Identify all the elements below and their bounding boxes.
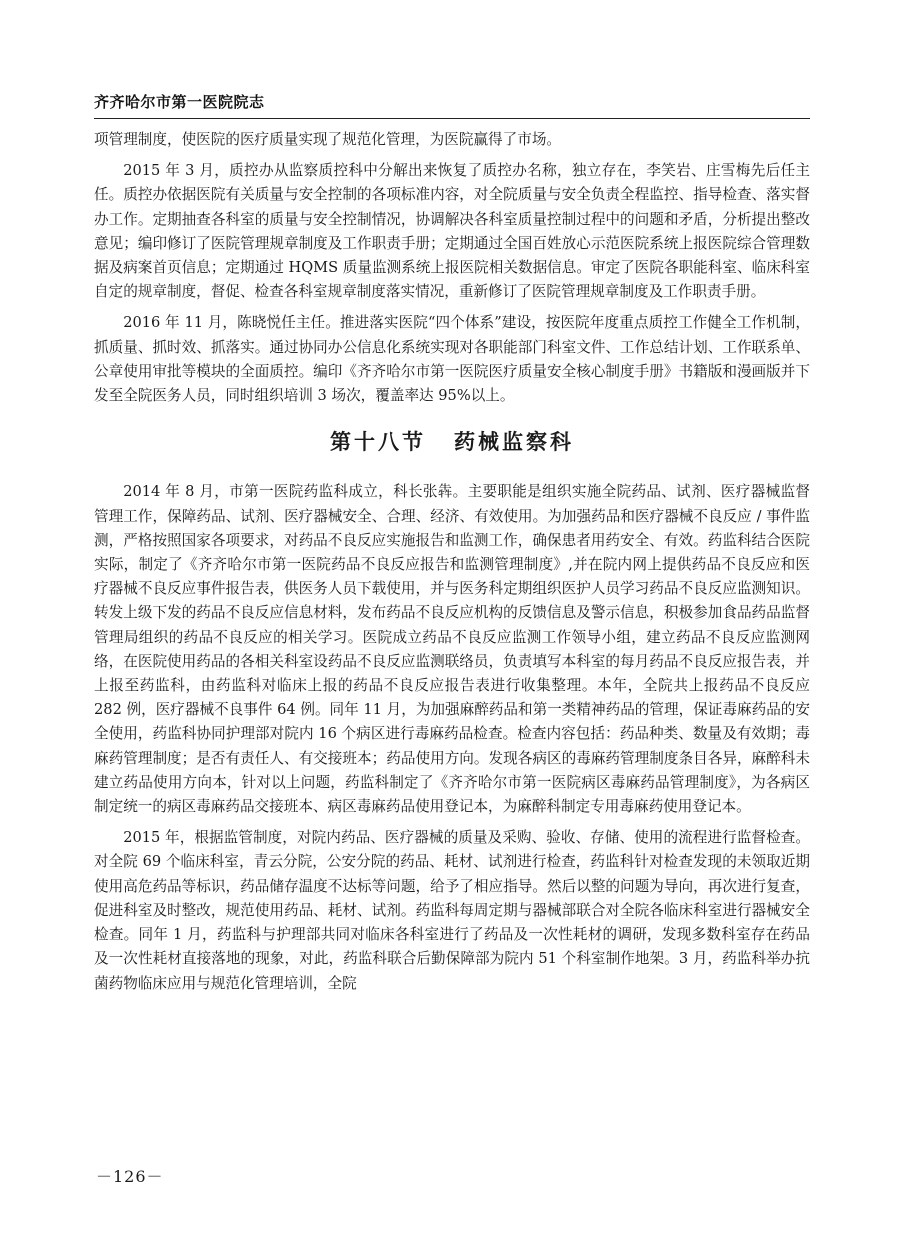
- running-header: [94, 91, 810, 119]
- header-title: 齐齐哈尔市第一医院院志: [94, 93, 265, 111]
- paragraph: 2014 年 8 月，市第一医院药监科成立，科长张犇。主要职能是组织实施全院药品、试剂、医疗器械监督管理工作，保障药品、试剂、医疗器械安全、合理、经济、有效使用。为加强药品和医疗器械不良反应 / 事件监测，严格按照国家各项要求，对药品不良反应实施报告和监测工作，确保患者用药安全、有效。药监科结合医院实际，制定了《齐齐哈尔市第一医院药品不良反应报告和监测管理制度》,并在院内网上提供药品不良反应和医疗器械不良反应事件报告表，供医务人员下载使用，并与医务科定期组织医护人员学习药品不良反应监测知识。转发上级下发的药品不良反应信息材料，发布药品不良反应机构的反馈信息及警示信息，积极参加食品药品监督管理局组织的药品不良反应的相关学习。医院成立药品不良反应监测工作领导小组，建立药品不良反应监测网络，在医院使用药品的各相关科室设药品不良反应监测联络员，负责填写本科室的每月药品不良反应报告表，并上报至药监科，由药监科对临床上报的药品不良反应报告表进行收集整理。本年，全院共上报药品不良反应 282 例，医疗器械不良事件 64 例。同年 11 月，为加强麻醉药品和第一类精神药品的管理，保证毒麻药品的安全使用，药监科协同护理部对院内 16 个病区进行毒麻药品检查。检查内容包括：药品种类、数量及有效期；毒麻药管理制度；是否有责任人、有交接班本；药品使用方向。发现各病区的毒麻药管理制度条目各异，麻醉科未建立药品使用方向本，针对以上问题，药监科制定了《齐齐哈尔市第一医院病区毒麻药品管理制度》，为各病区制定统一的病区毒麻药品交接班本、病区毒麻药品使用登记本，为麻醉科制定专用毒麻药使用登记本。: [94, 483, 810, 816]
- section-name: 药械监察科: [454, 430, 574, 455]
- paragraph: 2015 年，根据监管制度，对院内药品、医疗器械的质量及采购、验收、存储、使用的流程进行监督检查。对全院 69 个临床科室，青云分院，公安分院的药品、耗材、试剂进行检查，药监科针对检查发现的未领取近期使用高危药品等标识，药品储存温度不达标等问题，给予了相应指导。然后以整的问题为导向，再次进行复查，促进科室及时整改，规范使用药品、耗材、试剂。药监科每周定期与器械部联合对全院各临床科室进行器械安全检查。同年 1 月，药监科与护理部共同对临床各科室进行了药品及一次性耗材的调研，发现多数科室存在药品及一次性耗材直接落地的现象，对此，药监科联合后勤保障部为院内 51 个科室制作地架。3 月，药监科举办抗菌药物临床应用与规范化管理培训，全院: [94, 829, 810, 992]
- paragraph-continuation: 项管理制度，使医院的医疗质量实现了规范化管理，为医院赢得了市场。: [94, 131, 562, 148]
- paragraph: 2015 年 3 月，质控办从监察质控科中分解出来恢复了质控办名称，独立存在，李笑岩、庄雪梅先后任主任。质控办依据医院有关质量与安全控制的各项标准内容，对全院质量与安全负责全程监控、指导检查、落实督办工作。定期抽查各科室的质量与安全控制情况，协调解决各科室质量控制过程中的问题和矛盾，分析提出整改意见；编印修订了医院管理规章制度及工作职责手册；定期通过全国百姓放心示范医院系统上报医院综合管理数据及病案首页信息；定期通过 HQMS 质量监测系统上报医院相关数据信息。审定了医院各职能科室、临床科室自定的规章制度，督促、检查各科室规章制度落实情况，重新修订了医院管理规章制度及工作职责手册。: [94, 162, 810, 301]
- paragraph: 2016 年 11 月，陈晓悦任主任。推进落实医院“四个体系”建设，按医院年度重点质控工作健全工作机制，抓质量、抓时效、抓落实。通过协同办公信息化系统实现对各职能部门科室文件、工作总结计划、工作联系单、公章使用审批等模块的全面质控。编印《齐齐哈尔市第一医院医疗质量安全核心制度手册》书籍版和漫画版并下发至全院医务人员，同时组织培训 3 场次，覆盖率达 95%以上。: [94, 314, 810, 405]
- page-body: [94, 128, 810, 996]
- section-number: 第十八节: [330, 430, 426, 455]
- section-heading: [94, 430, 810, 454]
- page-number: －126－: [96, 1167, 164, 1186]
